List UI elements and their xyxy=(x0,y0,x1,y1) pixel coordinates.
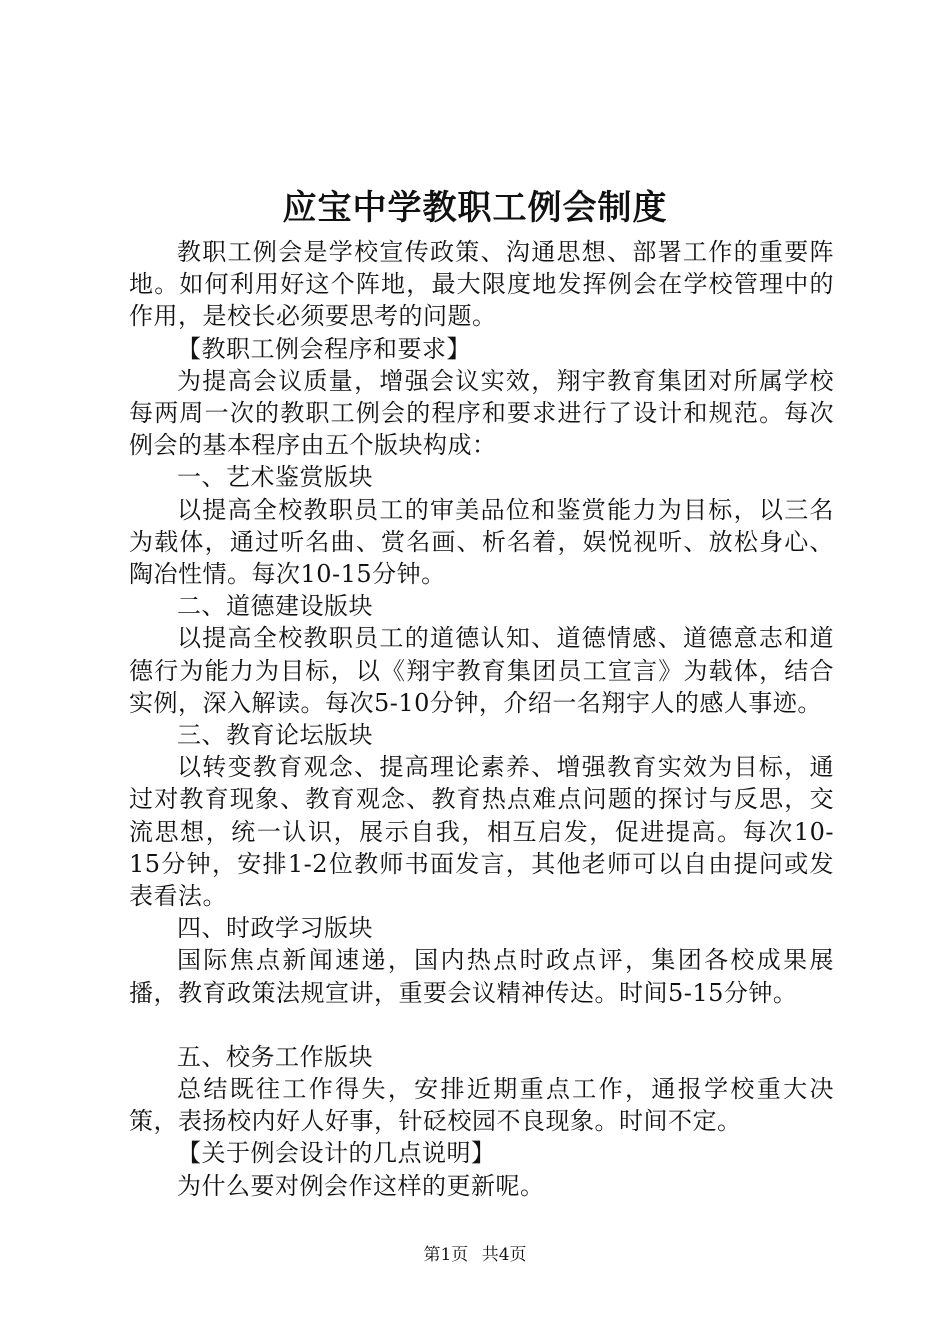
page-footer xyxy=(0,1243,950,1267)
paragraph-intro: 教职工例会是学校宣传政策、沟通思想、部署工作的重要阵地。如何利用好这个阵地，最大限度地发挥例会在学校管理中的作用，是校长必须要思考的问题。 xyxy=(129,238,834,331)
section-heading-affairs: 五、校务工作版块 xyxy=(177,1042,373,1071)
section-heading-art: 一、艺术鉴赏版块 xyxy=(177,463,373,492)
paragraph-politics: 国际焦点新闻速递，国内热点时政点评，集团各校成果展播，教育政策法规宣讲，重要会议精神传达。时间5-15分钟。 xyxy=(129,946,834,1007)
section-heading-politics: 四、时政学习版块 xyxy=(177,914,373,943)
paragraph-art: 以提高全校教职员工的审美品位和鉴赏能力为目标，以三名为载体，通过听名曲、赏名画、析名着，娱悦视听、放松身心、陶冶性情。每次10-15分钟。 xyxy=(129,495,834,589)
paragraph-morality: 以提高全校教职员工的道德认知、道德情感、道德意志和道德行为能力为目标，以《翔宇教育集团员工宣言》为载体，结合实例，深入解读。每次5-10分钟，介绍一名翔宇人的感人事迹。 xyxy=(129,624,834,717)
page-total: 共4页 xyxy=(481,1245,527,1265)
section-heading-notes: 【关于例会设计的几点说明】 xyxy=(177,1139,496,1168)
section-heading-procedure: 【教职工例会程序和要求】 xyxy=(177,334,471,363)
paragraph-affairs: 总结既往工作得失，安排近期重点工作，通报学校重大决策，表扬校内好人好事，针砭校园不良现象。时间不定。 xyxy=(129,1075,834,1136)
paragraph-procedure: 为提高会议质量，增强会议实效，翔宇教育集团对所属学校每两周一次的教职工例会的程序和要求进行了设计和规范。每次例会的基本程序由五个版块构成： xyxy=(129,366,834,460)
document-title: 应宝中学教职工例会制度 xyxy=(282,188,668,228)
section-heading-morality: 二、道德建设版块 xyxy=(177,592,373,621)
paragraph-forum: 以转变教育观念、提高理论素养、增强教育实效为目标，通过对教育现象、教育观念、教育热点难点问题的探讨与反思，交流思想，统一认识，展示自我，相互启发，促进提高。每次10-15分钟，安排1-2位教师书面发言，其他老师可以自由提问或发表看法。 xyxy=(129,753,834,911)
paragraph-notes: 为什么要对例会作这样的更新呢。 xyxy=(177,1171,545,1200)
document-body xyxy=(129,236,834,1202)
section-heading-forum: 三、教育论坛版块 xyxy=(177,721,373,750)
page-number: 第1页 xyxy=(423,1245,469,1265)
